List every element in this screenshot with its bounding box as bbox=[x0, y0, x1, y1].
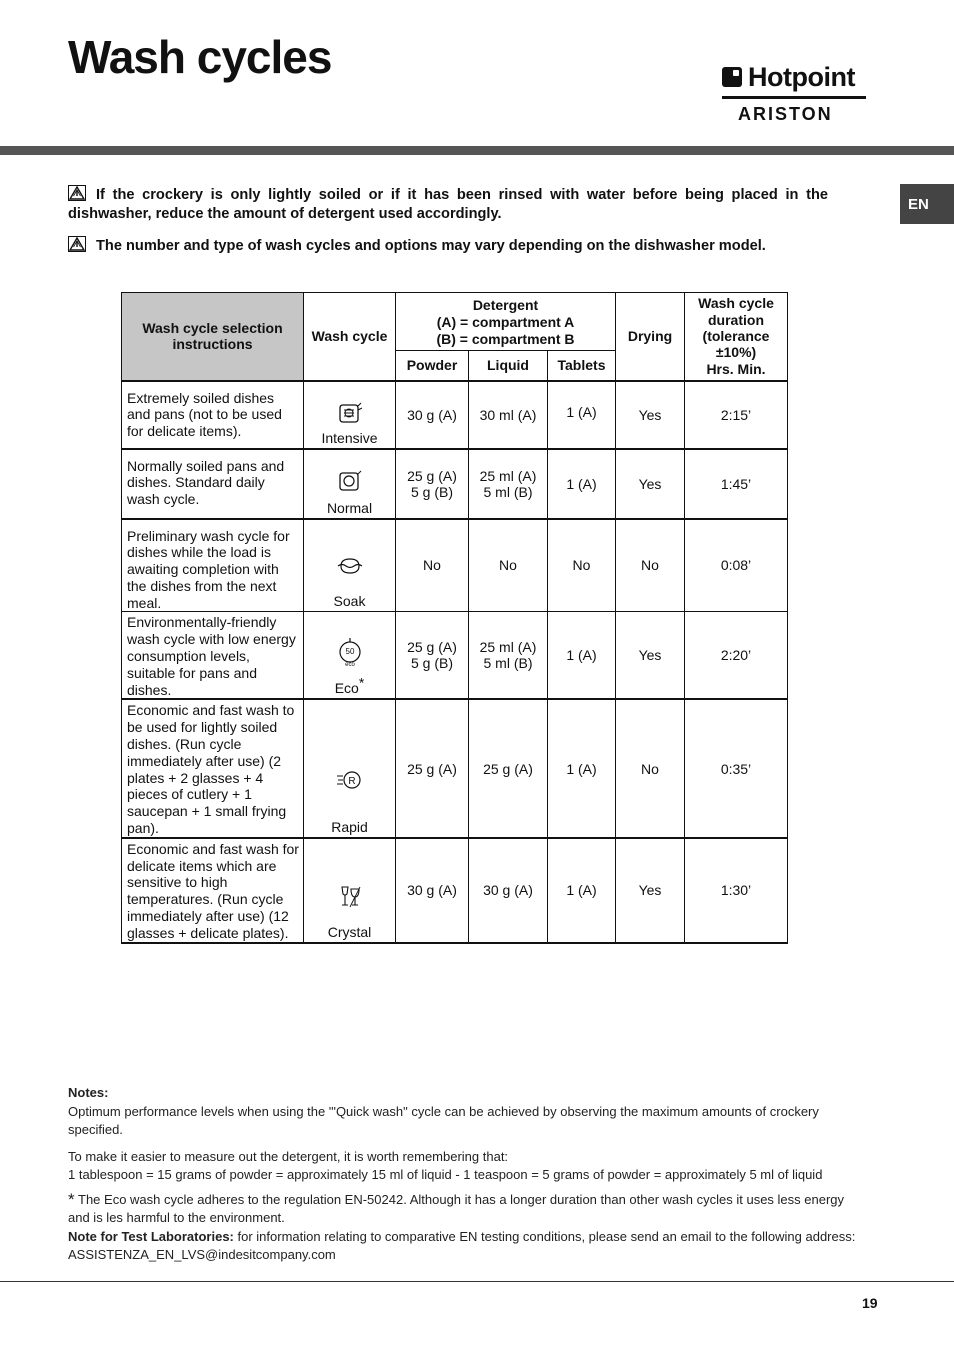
cycle-name: Rapid bbox=[331, 818, 368, 835]
eco-icon bbox=[338, 636, 362, 668]
table-row bbox=[122, 449, 788, 519]
row-drying: Yes bbox=[616, 612, 685, 699]
test-labs-label: Note for Test Laboratories: bbox=[68, 1228, 234, 1244]
logo-sub-text: ARISTON bbox=[738, 104, 833, 124]
notes-section bbox=[68, 1084, 868, 1265]
row-drying: Yes bbox=[616, 838, 685, 943]
liquid-value-b: 5 ml (B) bbox=[483, 655, 533, 672]
row-instructions: Normally soiled pans and dishes. Standard daily wash cycle. bbox=[122, 449, 304, 519]
rapid-icon bbox=[336, 770, 364, 790]
row-cycle bbox=[304, 449, 396, 519]
warning-note-2 bbox=[68, 236, 838, 256]
wash-cycles-table bbox=[121, 292, 788, 944]
logo-rule bbox=[722, 96, 866, 99]
row-powder bbox=[396, 449, 469, 519]
liquid-value: 25 ml (A) bbox=[479, 467, 537, 484]
eco-footnote-asterisk: * bbox=[68, 1189, 75, 1209]
test-labs-text: for information relating to comparative EN testing conditions, please send an email to the following address: ASSISTENZA_EN_LVS@indesitcompany.com bbox=[68, 1228, 856, 1262]
header-detergent-line: Detergent bbox=[472, 297, 539, 313]
header-liquid: Liquid bbox=[469, 351, 548, 381]
header-detergent-a: (A) = compartment A bbox=[436, 314, 575, 330]
header-drying: Drying bbox=[616, 293, 685, 381]
cycle-name-wrap bbox=[304, 674, 395, 697]
row-instructions: Economic and fast wash for delicate items which are sensitive to high temperatures. (Run cycle immediately after use) (12 glasses + delicate plates). bbox=[122, 838, 304, 943]
page-title: Wash cycles bbox=[68, 31, 332, 83]
crystal-icon bbox=[337, 885, 363, 909]
powder-value: 25 g (A) bbox=[407, 760, 457, 777]
row-powder bbox=[396, 699, 469, 837]
row-powder bbox=[396, 381, 469, 449]
row-liquid bbox=[469, 612, 548, 699]
powder-value-b: 5 g (B) bbox=[410, 655, 453, 672]
notes-paragraph-test-labs bbox=[68, 1228, 868, 1265]
powder-value: 30 g (A) bbox=[407, 882, 457, 899]
eco-icon-number: 50 bbox=[345, 647, 354, 657]
footer-divider bbox=[0, 1281, 954, 1282]
eco-footnote-text: The Eco wash cycle adheres to the regulation EN-50242. Although it has a longer duration than other wash cycles it uses less energy and is les harmful to the environment. bbox=[68, 1191, 845, 1225]
warning-icon bbox=[68, 236, 86, 252]
row-drying: No bbox=[616, 519, 685, 612]
row-drying: No bbox=[616, 699, 685, 837]
warning-text-1: If the crockery is only lightly soiled or if it has been rinsed with water before being placed in the dishwasher, reduce the amount of detergent used accordingly. bbox=[68, 187, 828, 222]
header-duration-line: ±10%) bbox=[715, 344, 757, 361]
cycle-name: Intensive bbox=[321, 429, 378, 446]
liquid-value-b: 5 ml (B) bbox=[483, 483, 533, 500]
row-powder bbox=[396, 612, 469, 699]
notes-paragraph-quick-wash: Optimum performance levels when using the "'Quick wash" cycle can be achieved by observing the maximum amounts of crockery specified. bbox=[68, 1103, 819, 1137]
liquid-value: No bbox=[499, 557, 517, 574]
row-cycle bbox=[304, 381, 396, 449]
powder-value: No bbox=[423, 557, 441, 574]
language-tab: EN bbox=[900, 184, 954, 224]
soak-icon bbox=[337, 556, 363, 576]
notes-paragraph-measure: 1 tablespoon = 15 grams of powder = approximately 15 ml of liquid - 1 teaspoon = 5 grams of powder = approximately 5 ml of liquid bbox=[68, 1167, 823, 1182]
header-powder: Powder bbox=[396, 351, 469, 381]
liquid-value: 25 ml (A) bbox=[479, 639, 537, 656]
warning-icon bbox=[68, 185, 86, 201]
header-duration-line: Wash cycle bbox=[698, 295, 774, 312]
row-cycle bbox=[304, 519, 396, 612]
row-duration: 1:45’ bbox=[685, 449, 788, 519]
row-tablets: 1 (A) bbox=[548, 838, 616, 943]
row-cycle bbox=[304, 699, 396, 837]
table-row bbox=[122, 699, 788, 837]
header-duration-line: (tolerance bbox=[702, 328, 770, 345]
powder-value: 25 g (A) bbox=[407, 639, 457, 656]
row-tablets: 1 (A) bbox=[548, 381, 616, 449]
liquid-value: 30 ml (A) bbox=[479, 406, 537, 423]
cycle-name: Soak bbox=[333, 593, 366, 610]
header-duration-line: Hrs. Min. bbox=[706, 360, 766, 377]
powder-value: 25 g (A) bbox=[407, 467, 457, 484]
table-row bbox=[122, 519, 788, 612]
row-instructions: Environmentally-friendly wash cycle with low energy consumption levels, suitable for pans and dishes. bbox=[122, 612, 304, 699]
row-powder bbox=[396, 838, 469, 943]
liquid-value: 25 g (A) bbox=[483, 760, 533, 777]
powder-value-b: 5 g (B) bbox=[410, 483, 453, 500]
warning-text-2: The number and type of wash cycles and options may vary depending on the dishwasher model. bbox=[96, 238, 766, 254]
row-powder bbox=[396, 519, 469, 612]
row-instructions: Extremely soiled dishes and pans (not to be used for delicate items). bbox=[122, 381, 304, 449]
table-header-row bbox=[122, 293, 788, 351]
row-drying: Yes bbox=[616, 449, 685, 519]
row-duration: 1:30’ bbox=[685, 838, 788, 943]
row-duration: 0:08’ bbox=[685, 519, 788, 612]
page-number: 19 bbox=[862, 1295, 878, 1311]
cycle-name: Normal bbox=[326, 499, 373, 516]
table-row bbox=[122, 381, 788, 449]
brand-logo bbox=[722, 62, 868, 125]
row-duration: 2:20’ bbox=[685, 612, 788, 699]
cycle-name: Crystal bbox=[327, 923, 372, 940]
row-duration: 0:35’ bbox=[685, 699, 788, 837]
table-row bbox=[122, 838, 788, 943]
row-duration: 2:15’ bbox=[685, 381, 788, 449]
row-cycle bbox=[304, 612, 396, 699]
row-drying: Yes bbox=[616, 381, 685, 449]
row-tablets: 1 (A) bbox=[548, 449, 616, 519]
cycle-name: Eco bbox=[334, 680, 359, 697]
row-liquid bbox=[469, 699, 548, 837]
row-tablets: 1 (A) bbox=[548, 699, 616, 837]
row-tablets: No bbox=[548, 519, 616, 612]
row-instructions: Economic and fast wash to be used for lightly soiled dishes. (Run cycle immediately after use) (2 plates + 2 glasses + 4 pieces of cutlery + 1 saucepan + 1 small frying pan). bbox=[122, 699, 304, 837]
header-duration bbox=[685, 293, 788, 381]
header-divider bbox=[0, 146, 954, 155]
logo-mark-icon bbox=[722, 67, 742, 87]
row-tablets: 1 (A) bbox=[548, 612, 616, 699]
notes-paragraph-measure-intro: To make it easier to measure out the detergent, it is worth remembering that: bbox=[68, 1148, 509, 1164]
row-liquid bbox=[469, 519, 548, 612]
intensive-icon bbox=[337, 402, 363, 424]
notes-heading: Notes: bbox=[68, 1085, 109, 1100]
normal-icon bbox=[337, 470, 363, 492]
liquid-value: 30 g (A) bbox=[483, 882, 533, 899]
header-detergent bbox=[396, 293, 616, 351]
table-row bbox=[122, 612, 788, 699]
notes-paragraph-eco bbox=[68, 1191, 868, 1228]
row-liquid bbox=[469, 381, 548, 449]
row-liquid bbox=[469, 449, 548, 519]
header-duration-line: duration bbox=[708, 311, 764, 328]
header-wash-cycle: Wash cycle bbox=[304, 293, 396, 381]
row-instructions: Preliminary wash cycle for dishes while the load is awaiting completion with the dishes from the next meal. bbox=[122, 519, 304, 612]
logo-brand-text: Hotpoint bbox=[748, 62, 855, 92]
rapid-icon-letter: R bbox=[347, 776, 356, 788]
powder-value: 30 g (A) bbox=[407, 406, 457, 423]
row-cycle bbox=[304, 838, 396, 943]
header-tablets: Tablets bbox=[548, 351, 616, 381]
eco-asterisk: * bbox=[358, 674, 365, 691]
header-detergent-b: (B) = compartment B bbox=[436, 331, 575, 347]
row-liquid bbox=[469, 838, 548, 943]
header-instructions: Wash cycle selection instructions bbox=[122, 293, 304, 381]
warning-note-1 bbox=[68, 185, 828, 224]
eco-icon-label: eco bbox=[344, 662, 355, 669]
